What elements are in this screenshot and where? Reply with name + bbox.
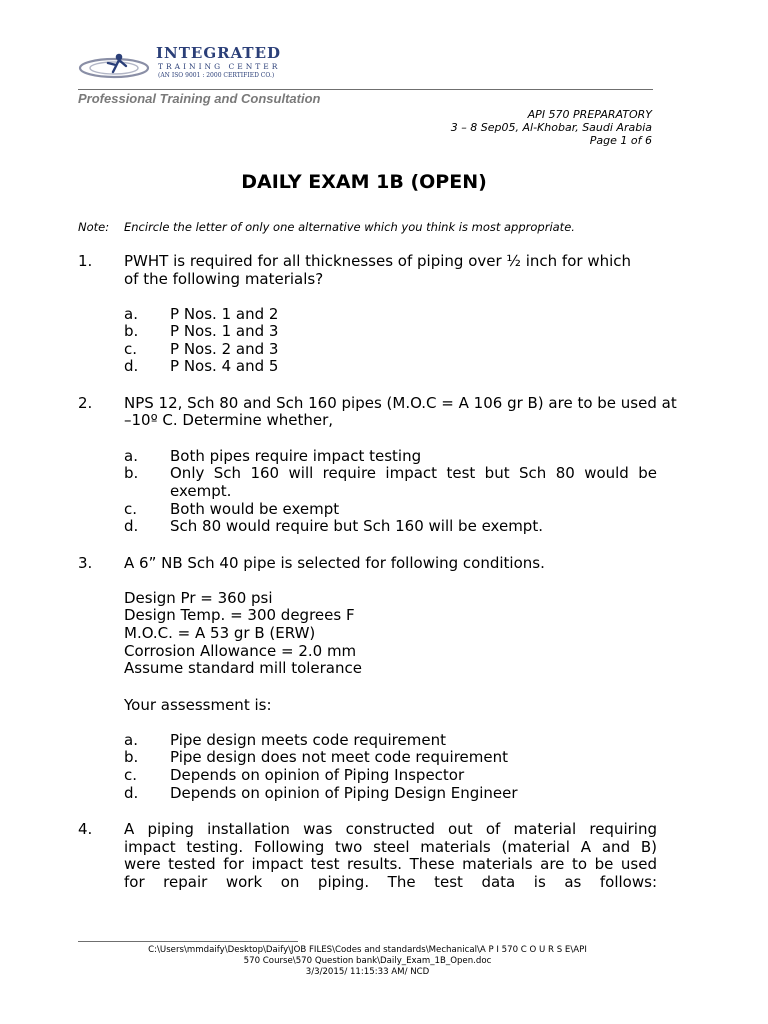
question-2-text-line-1: NPS 12, Sch 80 and Sch 160 pipes (M.O.C = A 106 gr B) are to be used at bbox=[124, 394, 677, 412]
question-2-option-a-letter[interactable]: a. bbox=[124, 447, 138, 465]
question-3-option-a-text: Pipe design meets code requirement bbox=[170, 731, 446, 749]
question-3-number: 3. bbox=[78, 554, 93, 572]
question-3-option-c-text: Depends on opinion of Piping Inspector bbox=[170, 766, 465, 784]
question-1-number: 1. bbox=[78, 252, 93, 270]
question-3-option-b-letter[interactable]: b. bbox=[124, 748, 139, 766]
logo-subtitle: TRAINING CENTER bbox=[158, 62, 281, 71]
question-2-option-b-text-continued: exempt. bbox=[170, 482, 232, 500]
question-2-text-line-2: –10º C. Determine whether, bbox=[124, 411, 334, 429]
question-3-option-d-text: Depends on opinion of Piping Design Engineer bbox=[170, 784, 518, 802]
header-page-number: Page 1 of 6 bbox=[589, 134, 652, 147]
question-1-option-d-letter[interactable]: d. bbox=[124, 357, 139, 375]
question-2-option-b-text: Only Sch 160 will require impact test but Sch 80 would be bbox=[170, 464, 657, 482]
question-4-text-line-4: for repair work on piping. The test data is as follows: bbox=[124, 873, 657, 891]
question-1-option-c-letter[interactable]: c. bbox=[124, 340, 138, 358]
footer-timestamp: 3/3/2015/ 11:15:33 AM/ NCD bbox=[305, 967, 430, 977]
question-3-option-d-letter[interactable]: d. bbox=[124, 784, 139, 802]
question-2-option-a-text: Both pipes require impact testing bbox=[170, 447, 422, 465]
question-3-prompt: Your assessment is: bbox=[124, 696, 272, 714]
header-divider bbox=[78, 89, 653, 90]
question-1-text-line-1: PWHT is required for all thicknesses of piping over ½ inch for which bbox=[124, 252, 632, 270]
logo-name: INTEGRATED bbox=[156, 44, 282, 62]
question-4-number: 4. bbox=[78, 820, 93, 838]
question-4-text-line-2: impact testing. Following two steel materials (material A and B) bbox=[124, 838, 657, 856]
logo-iso-text: (AN ISO 9001 : 2000 CERTIFIED CO.) bbox=[158, 72, 275, 79]
question-1-option-b-letter[interactable]: b. bbox=[124, 322, 139, 340]
question-3-text-line-1: A 6” NB Sch 40 pipe is selected for following conditions. bbox=[124, 554, 545, 572]
company-logo bbox=[78, 44, 310, 90]
question-3-condition-material: M.O.C. = A 53 gr B (ERW) bbox=[124, 624, 316, 642]
question-1-option-a-letter[interactable]: a. bbox=[124, 305, 138, 323]
footer-divider bbox=[78, 941, 298, 942]
footer-path-line-2: 570 Course\570 Question bank\Daily_Exam_1B_Open.doc bbox=[243, 956, 492, 966]
question-2-option-c-letter[interactable]: c. bbox=[124, 500, 138, 518]
question-2-option-d-letter[interactable]: d. bbox=[124, 517, 139, 535]
question-4-text-line-3: were tested for impact test results. These materials are to be used bbox=[124, 855, 657, 873]
question-3-condition-corrosion: Corrosion Allowance = 2.0 mm bbox=[124, 642, 357, 660]
question-3-condition-tolerance: Assume standard mill tolerance bbox=[124, 659, 362, 677]
question-1-option-d-text: P Nos. 4 and 5 bbox=[170, 357, 279, 375]
question-1-option-b-text: P Nos. 1 and 3 bbox=[170, 322, 279, 340]
footer-path-line-1: C:\Users\mmdaify\Desktop\Daify\JOB FILES\Codes and standards\Mechanical\A P I 570 C O U R S E\API bbox=[148, 945, 587, 955]
header-course: API 570 PREPARATORY bbox=[527, 108, 652, 121]
question-2-option-d-text: Sch 80 would require but Sch 160 will be exempt. bbox=[170, 517, 543, 535]
exam-title: DAILY EXAM 1B (OPEN) bbox=[241, 171, 487, 193]
header-tagline: Professional Training and Consultation bbox=[78, 91, 321, 106]
question-3-option-b-text: Pipe design does not meet code requirement bbox=[170, 748, 508, 766]
question-4-text-line-1: A piping installation was constructed out of material requiring bbox=[124, 820, 657, 838]
question-3-condition-pressure: Design Pr = 360 psi bbox=[124, 589, 273, 607]
question-2-option-b-letter[interactable]: b. bbox=[124, 464, 139, 482]
note-text: Encircle the letter of only one alternative which you think is most appropriate. bbox=[124, 220, 575, 234]
question-3-option-a-letter[interactable]: a. bbox=[124, 731, 138, 749]
note-label: Note: bbox=[78, 220, 110, 234]
question-2-option-c-text: Both would be exempt bbox=[170, 500, 340, 518]
question-3-condition-temperature: Design Temp. = 300 degrees F bbox=[124, 606, 355, 624]
question-3-option-c-letter[interactable]: c. bbox=[124, 766, 138, 784]
question-1-option-c-text: P Nos. 2 and 3 bbox=[170, 340, 279, 358]
question-1-text-line-2: of the following materials? bbox=[124, 270, 324, 288]
swoosh-logo-icon bbox=[78, 46, 156, 86]
header-dates: 3 – 8 Sep05, Al-Khobar, Saudi Arabia bbox=[450, 121, 652, 134]
question-2-number: 2. bbox=[78, 394, 93, 412]
question-1-option-a-text: P Nos. 1 and 2 bbox=[170, 305, 279, 323]
